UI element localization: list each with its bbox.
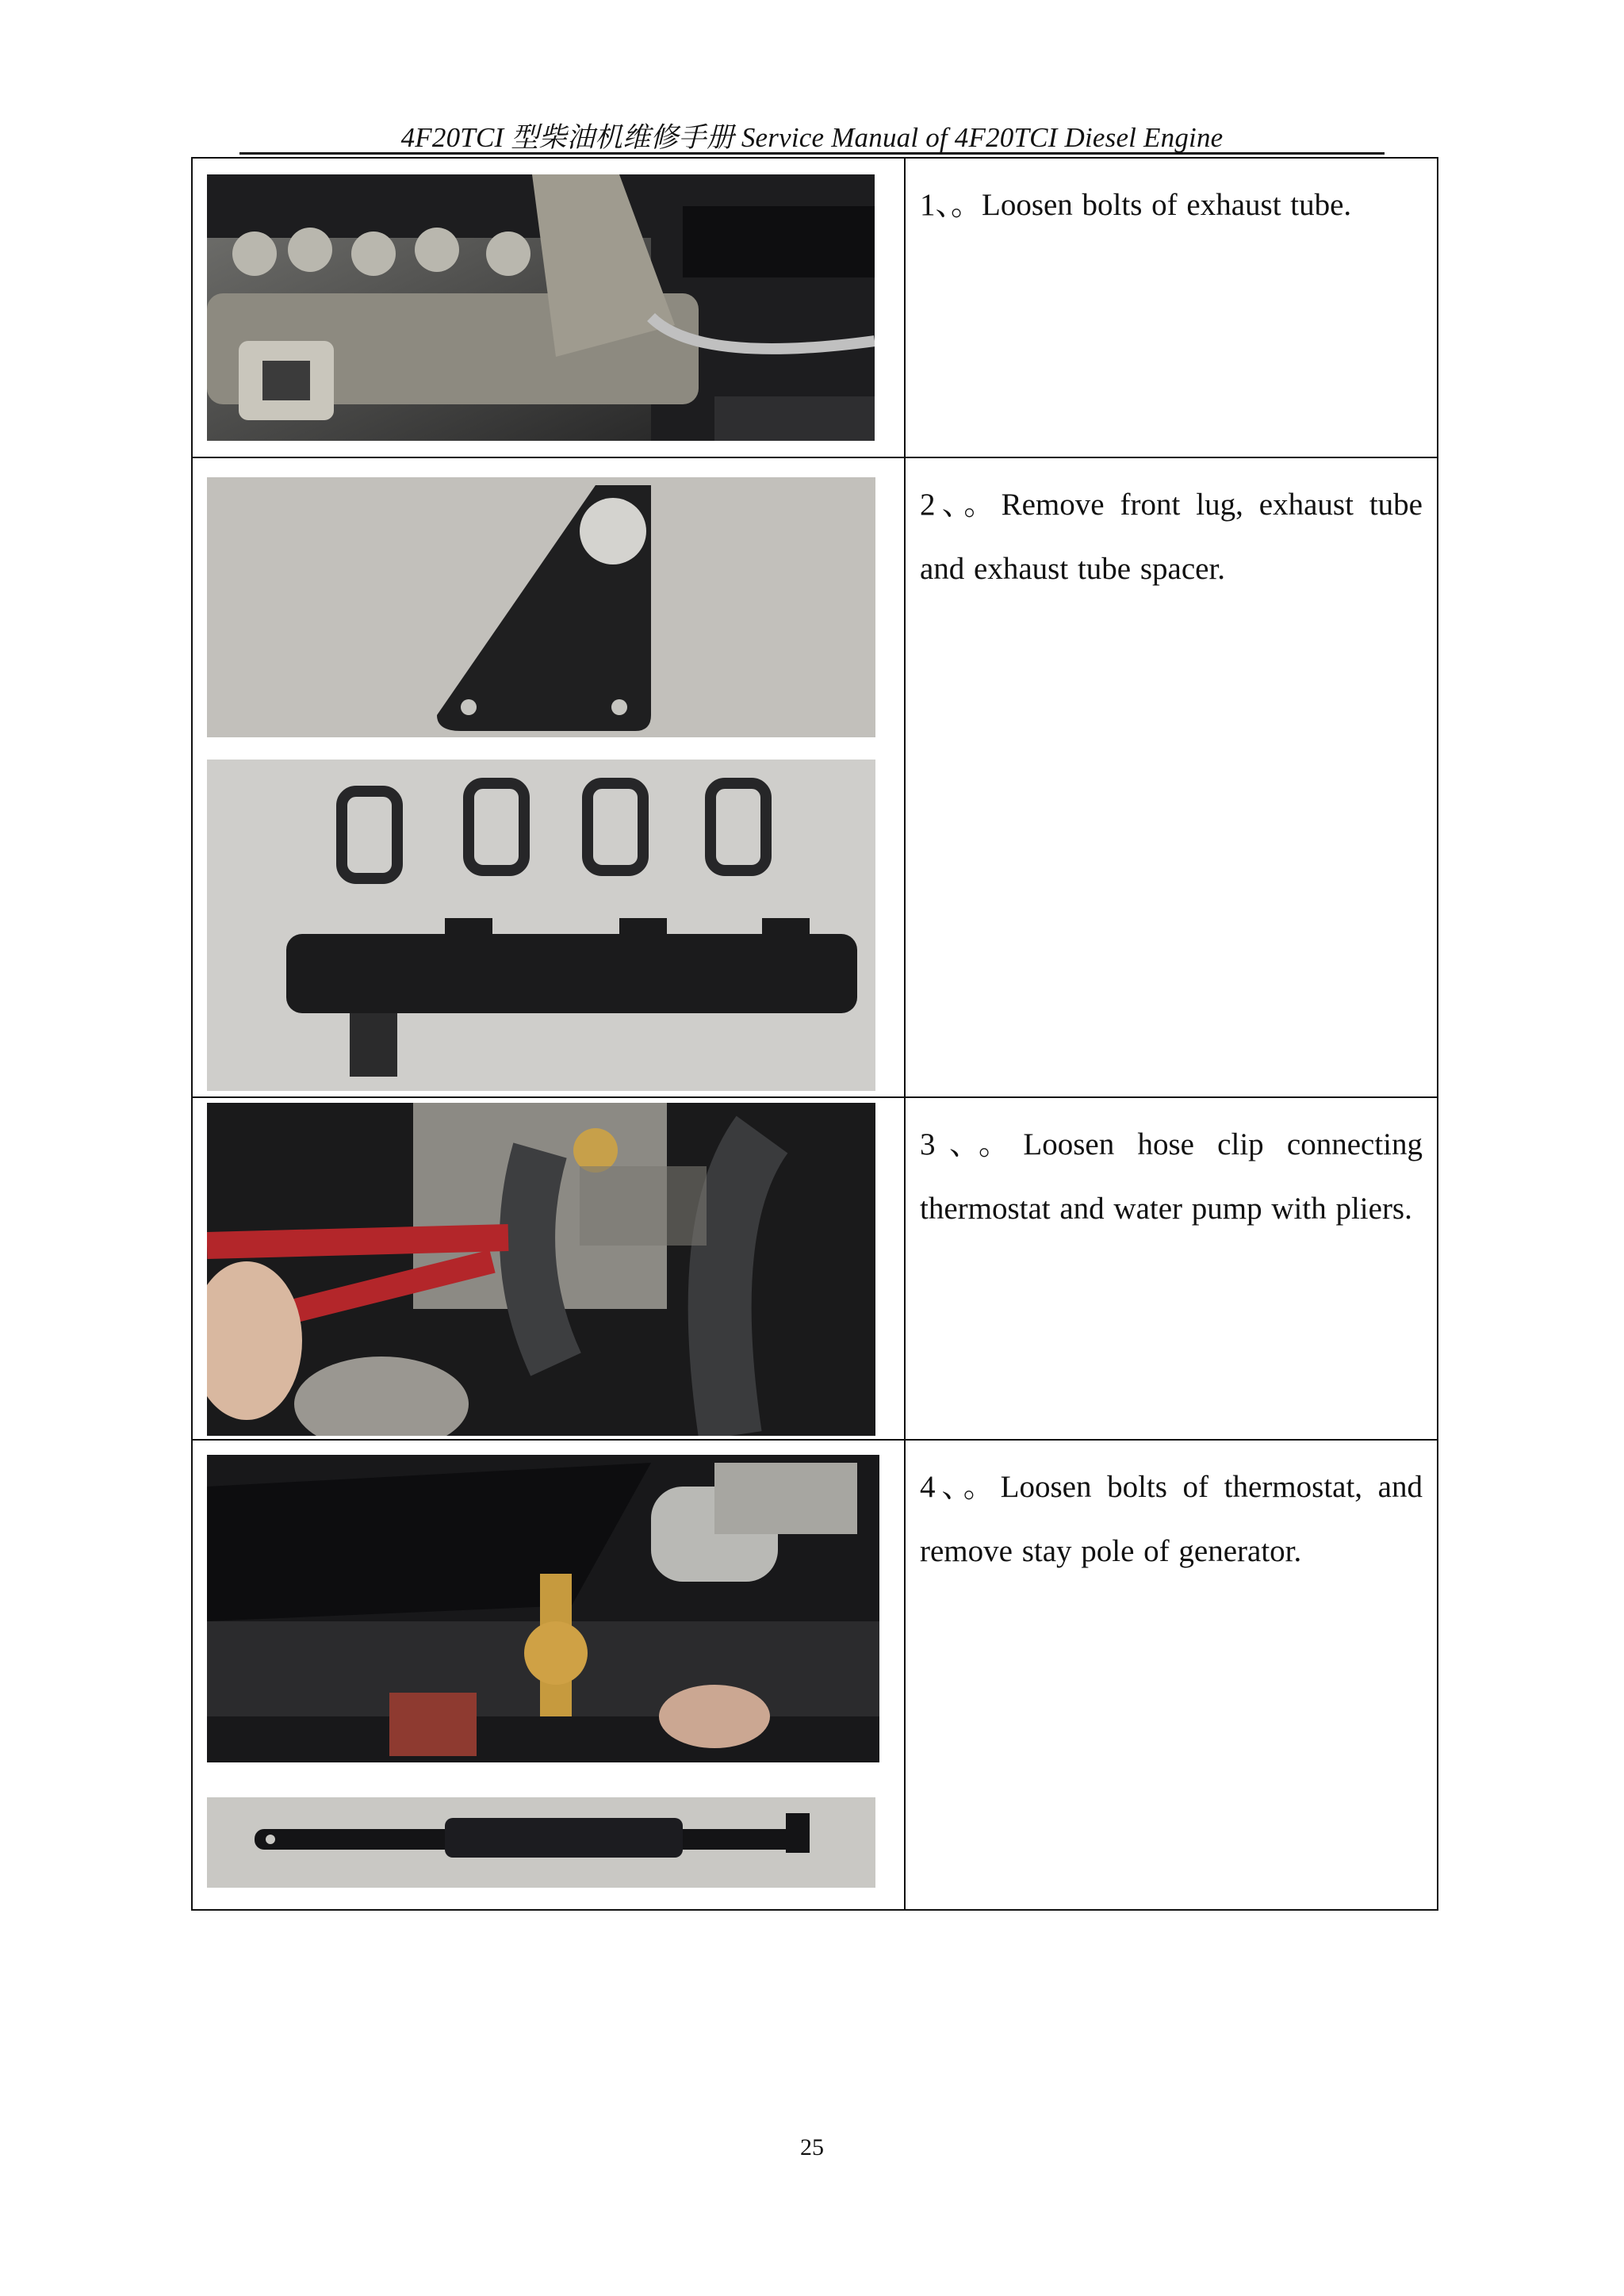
step-2-text: 2、。Remove front lug, exhaust tube and exhaust tube spacer. — [920, 488, 1423, 586]
step-row — [192, 457, 1438, 1097]
step-row — [192, 1097, 1438, 1440]
step-2-image-cell — [192, 457, 905, 1097]
step-2-text-cell — [905, 457, 1438, 1097]
exhaust-tube-bolts-photo — [207, 174, 875, 441]
header-rule — [239, 152, 1385, 155]
steps-table — [191, 157, 1438, 1911]
step-4-text: 4、。Loosen bolts of thermostat, and remove stay pole of generator. — [920, 1470, 1423, 1568]
step-row — [192, 1440, 1438, 1910]
page-header: 4F20TCI 型柴油机维修手册 Service Manual of 4F20TCI Diesel Engine — [400, 122, 1224, 153]
step-3-text: 3、。Loosen hose clip connecting thermostat and water pump with pliers. — [920, 1127, 1423, 1226]
step-3-text-cell — [905, 1097, 1438, 1440]
exhaust-tube-spacers-photo — [207, 760, 875, 1091]
step-1-image-cell — [192, 158, 905, 457]
page-number: 25 — [800, 2134, 824, 2160]
step-3-image-cell — [192, 1097, 905, 1440]
generator-stay-pole-photo — [207, 1797, 875, 1888]
step-4-image-cell — [192, 1440, 905, 1910]
step-1-text-cell — [905, 158, 1438, 457]
step-row — [192, 158, 1438, 457]
step-1-text: 1、。Loosen bolts of exhaust tube. — [920, 188, 1352, 222]
hose-clip-pliers-photo — [207, 1103, 875, 1436]
step-4-text-cell — [905, 1440, 1438, 1910]
thermostat-bolts-photo — [207, 1455, 879, 1762]
front-lug-photo — [207, 477, 875, 737]
